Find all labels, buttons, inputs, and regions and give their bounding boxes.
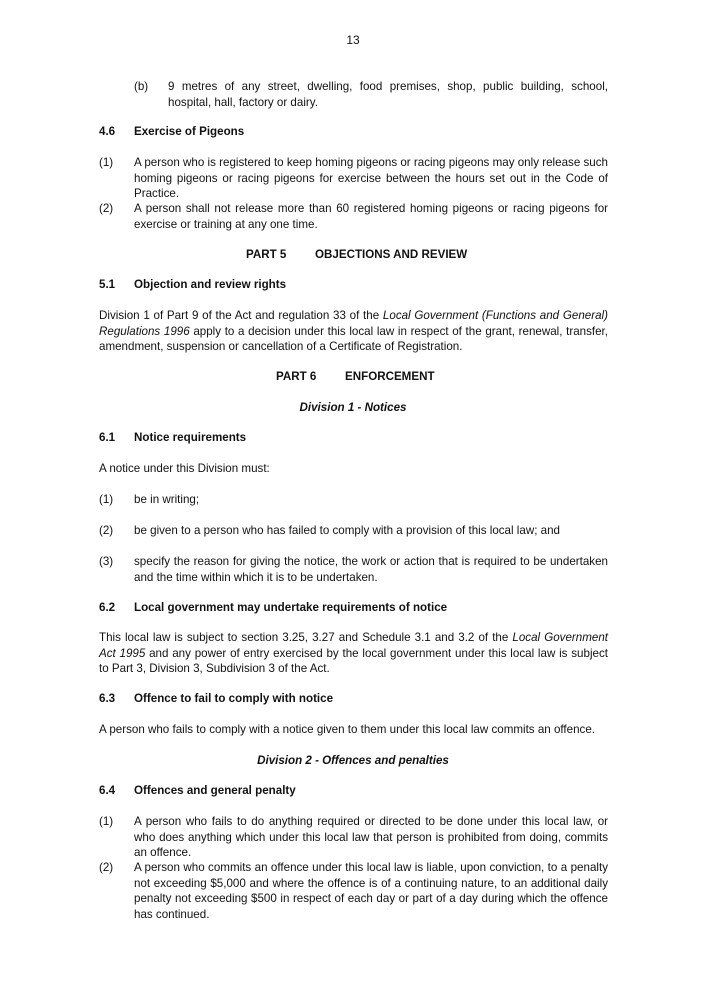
section-6-1-title: Notice requirements: [134, 431, 247, 444]
item-label: (2): [99, 861, 114, 874]
part-6-number: PART 6: [276, 370, 317, 383]
section-5-1-text-a: Division 1 of Part 9 of the Act and regulation 33 of the: [99, 309, 383, 322]
part-6-heading: [276, 369, 435, 385]
section-5-1-title: Objection and review rights: [134, 278, 287, 291]
section-6-2-number: 6.2: [99, 601, 116, 614]
item-label: (1): [99, 493, 114, 506]
section-6-1-number: 6.1: [99, 431, 116, 444]
section-6-3-number: 6.3: [99, 692, 116, 705]
section-4-6-title: Exercise of Pigeons: [134, 125, 245, 138]
section-6-2-text-a: This local law is subject to section 3.25, 3.27 and Schedule 3.1 and 3.2 of the: [99, 631, 513, 644]
item-text: be in writing;: [134, 493, 200, 506]
section-6-4-number: 6.4: [99, 784, 116, 797]
part-5-number: PART 5: [246, 248, 287, 261]
section-6-3-text: A person who fails to comply with a notice given to them under this local law commits an offence.: [99, 723, 595, 736]
section-5-1-number: 5.1: [99, 278, 116, 291]
item-text: A person who fails to do anything required or directed to be done under this local law, or who does anything which under this local law that person is prohibited from doing, commits an offence.: [134, 815, 608, 859]
item-b-label: (b): [134, 80, 149, 93]
section-6-4-title: Offences and general penalty: [134, 784, 296, 797]
part-5-title: OBJECTIONS AND REVIEW: [315, 248, 468, 261]
section-6-2-title: Local government may undertake requirements of notice: [134, 601, 448, 614]
part-6-title: ENFORCEMENT: [345, 370, 435, 383]
part-5-heading: [246, 247, 467, 263]
section-6-3-title: Offence to fail to comply with notice: [134, 692, 334, 705]
item-text: be given to a person who has failed to comply with a provision of this local law; and: [134, 524, 560, 537]
section-5-1-regulation-title: Local Government (Functions and General) Regulations 1996: [99, 309, 608, 338]
item-text: A person who is registered to keep homing pigeons or racing pigeons may only release such homing pigeons or racing pigeons for exercise between the hours set out in the Code of Practice.: [134, 156, 608, 200]
section-6-1-intro: A notice under this Division must:: [99, 462, 270, 475]
division-1-heading: Division 1 - Notices: [299, 401, 407, 414]
item-label: (2): [99, 202, 114, 215]
item-label: (1): [99, 815, 114, 828]
section-5-1-body: [99, 308, 608, 355]
item-text: A person shall not release more than 60 registered homing pigeons or racing pigeons for exercise or training at any one time.: [134, 202, 608, 231]
section-6-2-body: [99, 630, 608, 677]
section-6-2-text-b: and any power of entry exercised by the local government under this local law is subject to Part 3, Division 3, Subdivision 3 of the Act.: [99, 646, 608, 675]
division-2-heading: Division 2 - Offences and penalties: [257, 754, 449, 767]
item-text: A person who commits an offence under this local law is liable, upon conviction, to a penalty not exceeding $5,000 and where the offence is of a continuing nature, to an additional daily penalty not exceeding $500 in respect of each day or part of a day during which the offence has continued.: [134, 861, 608, 921]
section-5-1-text-b: apply to a decision under this local law in respect of the grant, renewal, transfer, amendment, suspension or cancellation of a Certificate of Registration.: [99, 324, 608, 353]
item-label: (1): [99, 156, 114, 169]
section-6-2-act-title: Local Government Act 1995: [99, 631, 609, 660]
item-label: (3): [99, 555, 114, 568]
item-text: specify the reason for giving the notice, the work or action that is required to be undertaken and the time within which it is to be undertaken.: [134, 555, 608, 584]
section-4-6-number: 4.6: [99, 125, 116, 138]
item-label: (2): [99, 524, 114, 537]
page-number: 13: [346, 33, 360, 47]
item-b-text: 9 metres of any street, dwelling, food premises, shop, public building, school, hospital, hall, factory or dairy.: [168, 80, 608, 109]
